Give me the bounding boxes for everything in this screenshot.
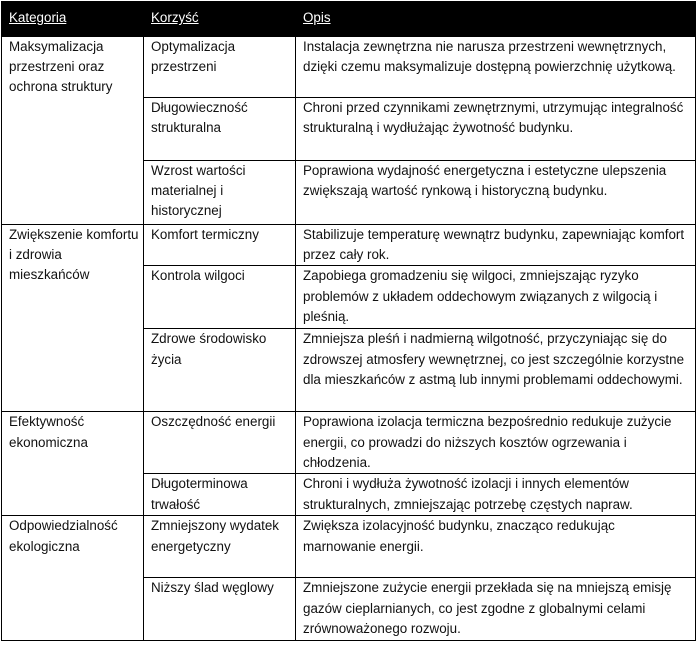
table-row xyxy=(2,412,696,474)
category-cell: Efektywność ekonomiczna xyxy=(2,412,144,516)
description-cell: Zapobiega gromadzeniu się wilgoci, zmniejszając ryzyko problemów z układem oddechowym związanych z wilgocią i pleśnią. xyxy=(296,266,696,329)
description-cell: Zmniejsza pleśń i nadmierną wilgotność, przyczyniając się do zdrowszej atmosfery wewnętrznej, co jest szczególnie korzystne dla mieszkańców z astmą lub innymi problemami oddechowymi. xyxy=(296,329,696,412)
category-cell: Odpowiedzialność ekologiczna xyxy=(2,516,144,641)
benefit-cell: Zmniejszony wydatek energetyczny xyxy=(144,516,296,578)
category-cell: Zwiększenie komfortu i zdrowia mieszkańców xyxy=(2,225,144,412)
table-body xyxy=(2,37,696,641)
benefit-cell: Niższy ślad węglowy xyxy=(144,578,296,641)
benefit-cell: Kontrola wilgoci xyxy=(144,266,296,329)
table-row xyxy=(2,37,696,98)
benefits-table xyxy=(1,1,696,641)
description-cell: Zmniejszone zużycie energii przekłada się na mniejszą emisję gazów cieplarnianych, co jest zgodne z globalnymi celami zrównoważonego rozwoju. xyxy=(296,578,696,641)
description-cell: Poprawiona wydajność energetyczna i estetyczne ulepszenia zwiększają wartość rynkową i historyczną budynku. xyxy=(296,161,696,225)
header-row xyxy=(2,2,696,37)
benefit-cell: Oszczędność energii xyxy=(144,412,296,474)
header-opis: Opis xyxy=(296,2,696,37)
header-kategoria: Kategoria xyxy=(2,2,144,37)
description-cell: Poprawiona izolacja termiczna bezpośrednio redukuje zużycie energii, co prowadzi do niższych kosztów ogrzewania i chłodzenia. xyxy=(296,412,696,474)
description-cell: Instalacja zewnętrzna nie narusza przestrzeni wewnętrznych, dzięki czemu maksymalizuje dostępną powierzchnię użytkową. xyxy=(296,37,696,98)
category-cell: Maksymalizacja przestrzeni oraz ochrona struktury xyxy=(2,37,144,225)
description-cell: Stabilizuje temperaturę wewnątrz budynku, zapewniając komfort przez cały rok. xyxy=(296,225,696,266)
benefit-cell: Komfort termiczny xyxy=(144,225,296,266)
header-korzysc: Korzyść xyxy=(144,2,296,37)
benefit-cell: Długowieczność strukturalna xyxy=(144,98,296,161)
benefit-cell: Zdrowe środowisko życia xyxy=(144,329,296,412)
description-cell: Chroni przed czynnikami zewnętrznymi, utrzymując integralność strukturalną i wydłużając żywotność budynku. xyxy=(296,98,696,161)
table-row xyxy=(2,516,696,578)
benefit-cell: Optymalizacja przestrzeni xyxy=(144,37,296,98)
table-row xyxy=(2,225,696,266)
table-header xyxy=(2,2,696,37)
description-cell: Chroni i wydłuża żywotność izolacji i innych elementów strukturalnych, zmniejszając potrzebę częstych napraw. xyxy=(296,474,696,516)
description-cell: Zwiększa izolacyjność budynku, znacząco redukując marnowanie energii. xyxy=(296,516,696,578)
benefit-cell: Wzrost wartości materialnej i historycznej xyxy=(144,161,296,225)
benefit-cell: Długoterminowa trwałość xyxy=(144,474,296,516)
